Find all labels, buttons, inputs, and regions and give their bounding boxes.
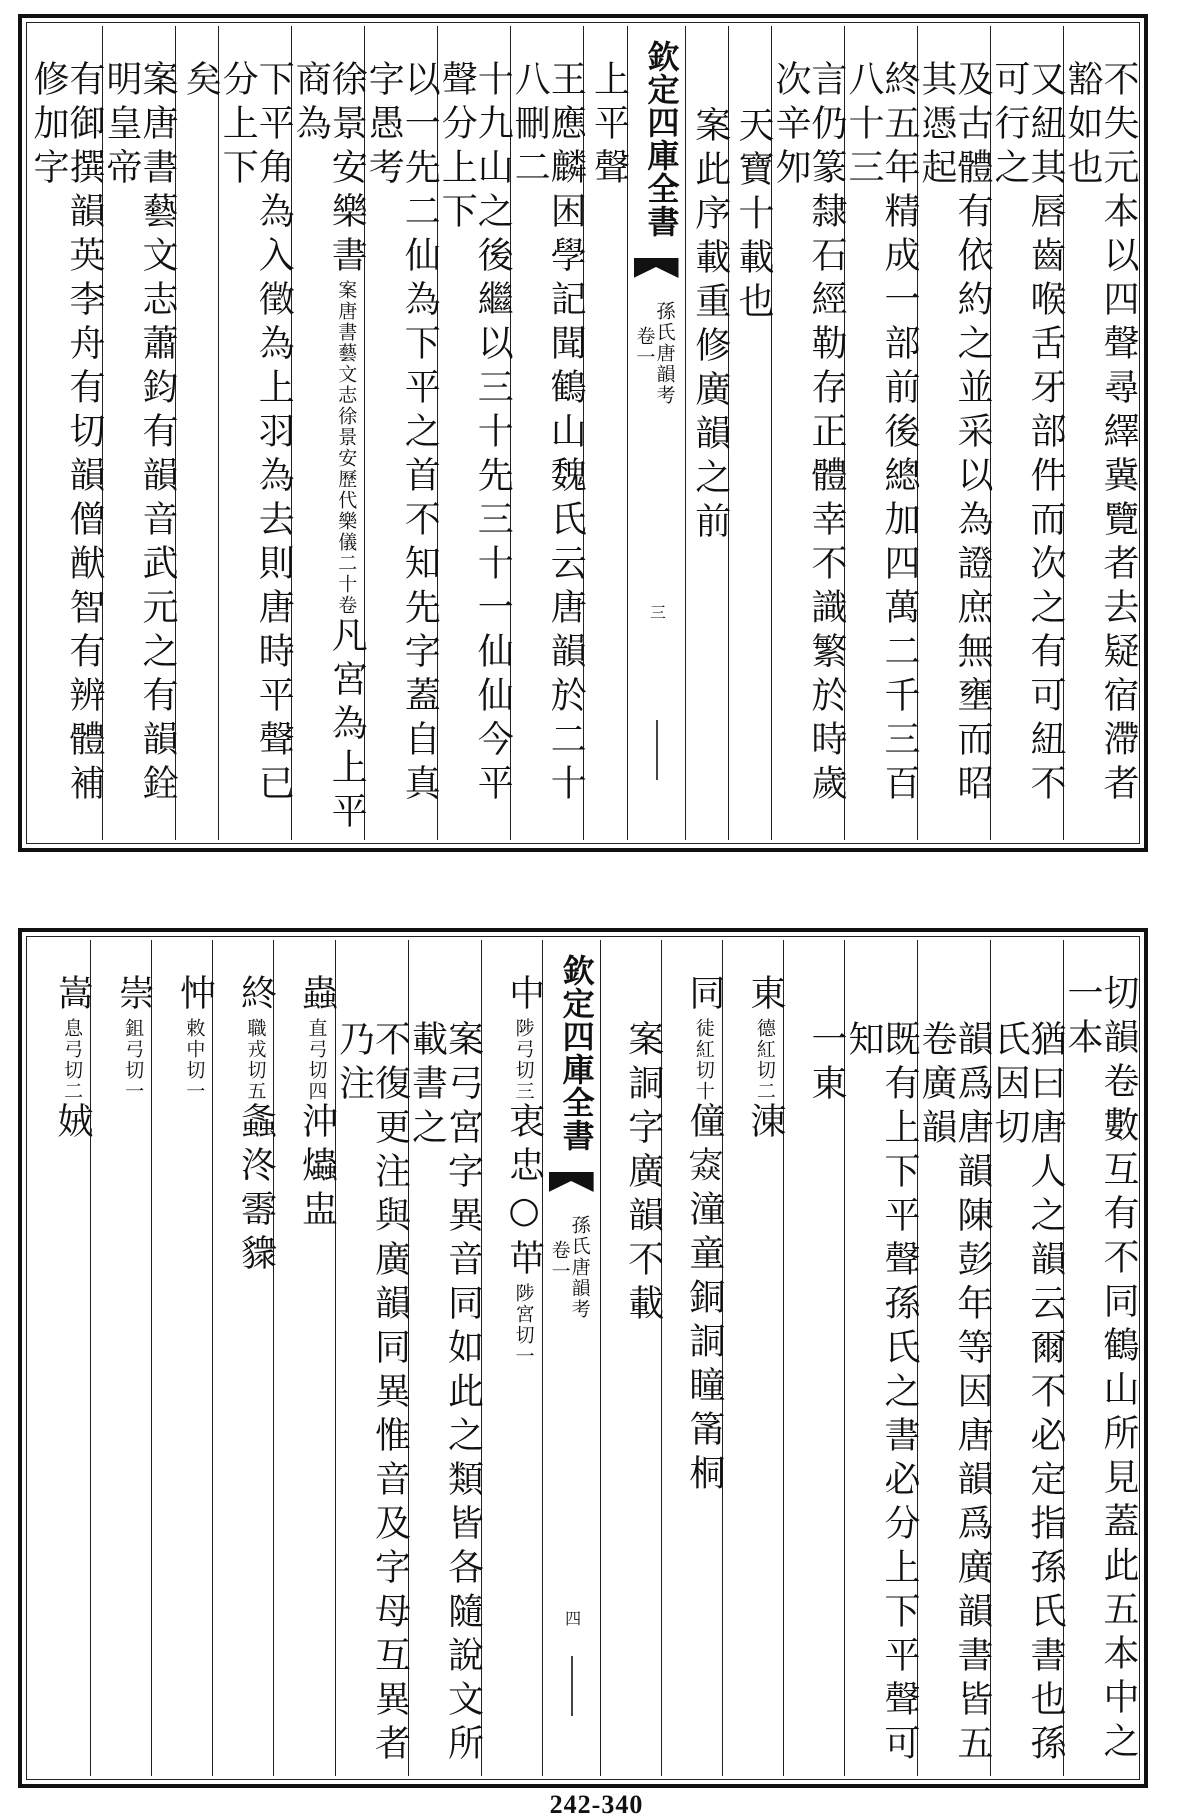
column-text: 衷忠○𦬕 [503,1102,545,1283]
book-edge-band [627,26,685,840]
text-column [728,26,774,840]
leaf-number: 四 [562,1610,582,1626]
rhyme-head: 忡 [174,974,216,1018]
fanqie-note: 直弓切四 [305,1018,328,1102]
column-text: 切韻卷數互有不同鶴山所見蓋此五本中之一本 [1062,974,1139,1766]
column-text: 上平聲 [588,60,630,192]
text-column [363,26,441,840]
book-name: 孫氏唐韻考 [653,301,676,406]
text-column [783,940,847,1776]
book-name: 孫氏唐韻考 [568,1215,591,1320]
text-column [436,26,514,840]
column-text: 終五年精成一部前後總加四萬二千三百八十三 [843,60,920,808]
text-column [28,26,105,840]
column-text: 案弓宮字異音同如此之類皆各隨說文所載書之 [406,1020,484,1768]
column-text: 案唐書藝文志蕭鈞有韻音武元之有韻銓明皇帝 [101,60,178,808]
column-text: 言仍篆隸石經勒存正體幸不識繁於時歲次辛夘 [770,60,847,808]
rhyme-head: 崇 [113,974,155,1018]
text-column [1062,940,1139,1776]
column-text: 徐景安樂書 [326,60,368,280]
text-column [685,26,731,840]
column-text: 下平角為入徵為上羽為去則唐時平聲已分上下 [217,60,295,808]
column-text: 既有上下平聲孫氏之書必分上下平聲可知 [843,1020,920,1768]
rhyme-head: 嵩 [52,974,94,1018]
text-column [916,26,993,840]
text-column [843,940,920,1776]
text-column [722,940,786,1776]
column-text: 矣 [180,60,222,104]
text-column [989,940,1066,1776]
rhyme-head: 中 [503,974,545,1018]
edge-tick [571,1656,573,1716]
text-column [406,940,484,1776]
text-column [333,940,411,1776]
column-text: 十九山之後繼以三十先三十一仙仙今平聲分上下 [436,60,514,808]
fanqie-note: 鉏弓切一 [122,1018,145,1102]
fanqie-note: 陟弓切三 [512,1018,535,1102]
fish-tail-mark-icon [634,258,679,278]
column-text: 及古體有依約之並采以為證庶無壅而昭其憑起 [916,60,993,808]
text-column [151,940,216,1776]
text-column [30,940,94,1776]
text-column [770,26,847,840]
column-text: 凡宮為上平商為 [290,60,368,836]
fanqie-note: 德紅切二 [753,1018,776,1102]
fanqie-note: 職戎切五 [244,1018,267,1102]
text-column [583,26,630,840]
text-column [989,26,1066,840]
rhyme-head: 蟲 [296,974,338,1018]
text-column [90,940,155,1776]
column-text: 有御撰韻英李舟有切韻僧猷智有辨體補修加字 [28,60,105,808]
column-text: 一東 [806,1020,847,1108]
top-page [18,14,1148,852]
column-text: 涷 [744,1102,786,1146]
text-column [843,26,920,840]
book-title: 欽定四庫全書 [557,954,596,1152]
column-text: 沖爞盅 [296,1102,338,1234]
fanqie-note: 徒紅切十 [692,1018,715,1102]
column-text: 以一先二仙為下平之首不知先字蓋自真字愚考 [363,60,441,808]
column-text: 天寶十載也 [733,106,774,326]
page-number-footer: 242-340 [549,1790,644,1819]
text-column [661,940,725,1776]
column-text: 猶曰唐人之韻云爾不必定指孫氏書也孫氏因切 [989,1020,1066,1768]
text-column [290,26,368,840]
column-text: 僮𡪱潼童銅詷瞳筩桐 [683,1102,725,1498]
text-column [600,940,664,1776]
fanqie-note: 息弓切二 [61,1018,84,1102]
column-text: 螽泈𩃤䝦 [235,1102,277,1278]
rhyme-head: 同 [683,974,725,1018]
column-text: 韻爲唐韻陳彭年等因唐韻爲廣韻書皆五卷廣韻 [916,1020,993,1768]
fish-tail-mark-icon [549,1172,594,1192]
book-title: 欽定四庫全書 [642,40,681,238]
interlinear-note: 案唐書藝文志徐景安歷代樂儀二十卷 [335,280,358,616]
fanqie-note: 陟宮切一 [512,1283,535,1367]
column-text: 案此序載重修廣韻之前 [689,106,731,546]
leaf-number: 三 [647,604,667,620]
top-columns [28,26,1139,840]
column-text: 又紐其唇齒喉舌牙部件而次之有可紐不可行之 [989,60,1066,808]
edge-tick [656,720,658,780]
column-text: 不復更注與廣韻同異惟音及字母互異者乃注 [333,1020,411,1768]
book-edge-band [542,940,600,1776]
column-text: 不失元本以四聲尋繹冀覽者去疑宿滯者豁如也 [1062,60,1139,808]
text-column [916,940,993,1776]
bottom-columns [30,940,1139,1776]
text-column [481,940,545,1776]
column-text: 娀 [52,1102,94,1146]
column-text: 案詷字廣韻不載 [622,1020,664,1328]
text-column [273,940,338,1776]
text-column [212,940,277,1776]
text-column [509,26,587,840]
volume-label: 卷一 [548,1240,571,1282]
volume-label: 卷一 [633,326,656,368]
text-column [175,26,222,840]
rhyme-head: 終 [235,974,277,1018]
fanqie-note: 敕中切一 [183,1018,206,1102]
column-text: 王應麟困學記聞鶴山魏氏云唐韻於二十八刪二 [509,60,587,808]
bottom-page [18,928,1148,1788]
text-column [1062,26,1139,840]
text-column [101,26,178,840]
text-column [217,26,295,840]
rhyme-head: 東 [744,974,786,1018]
